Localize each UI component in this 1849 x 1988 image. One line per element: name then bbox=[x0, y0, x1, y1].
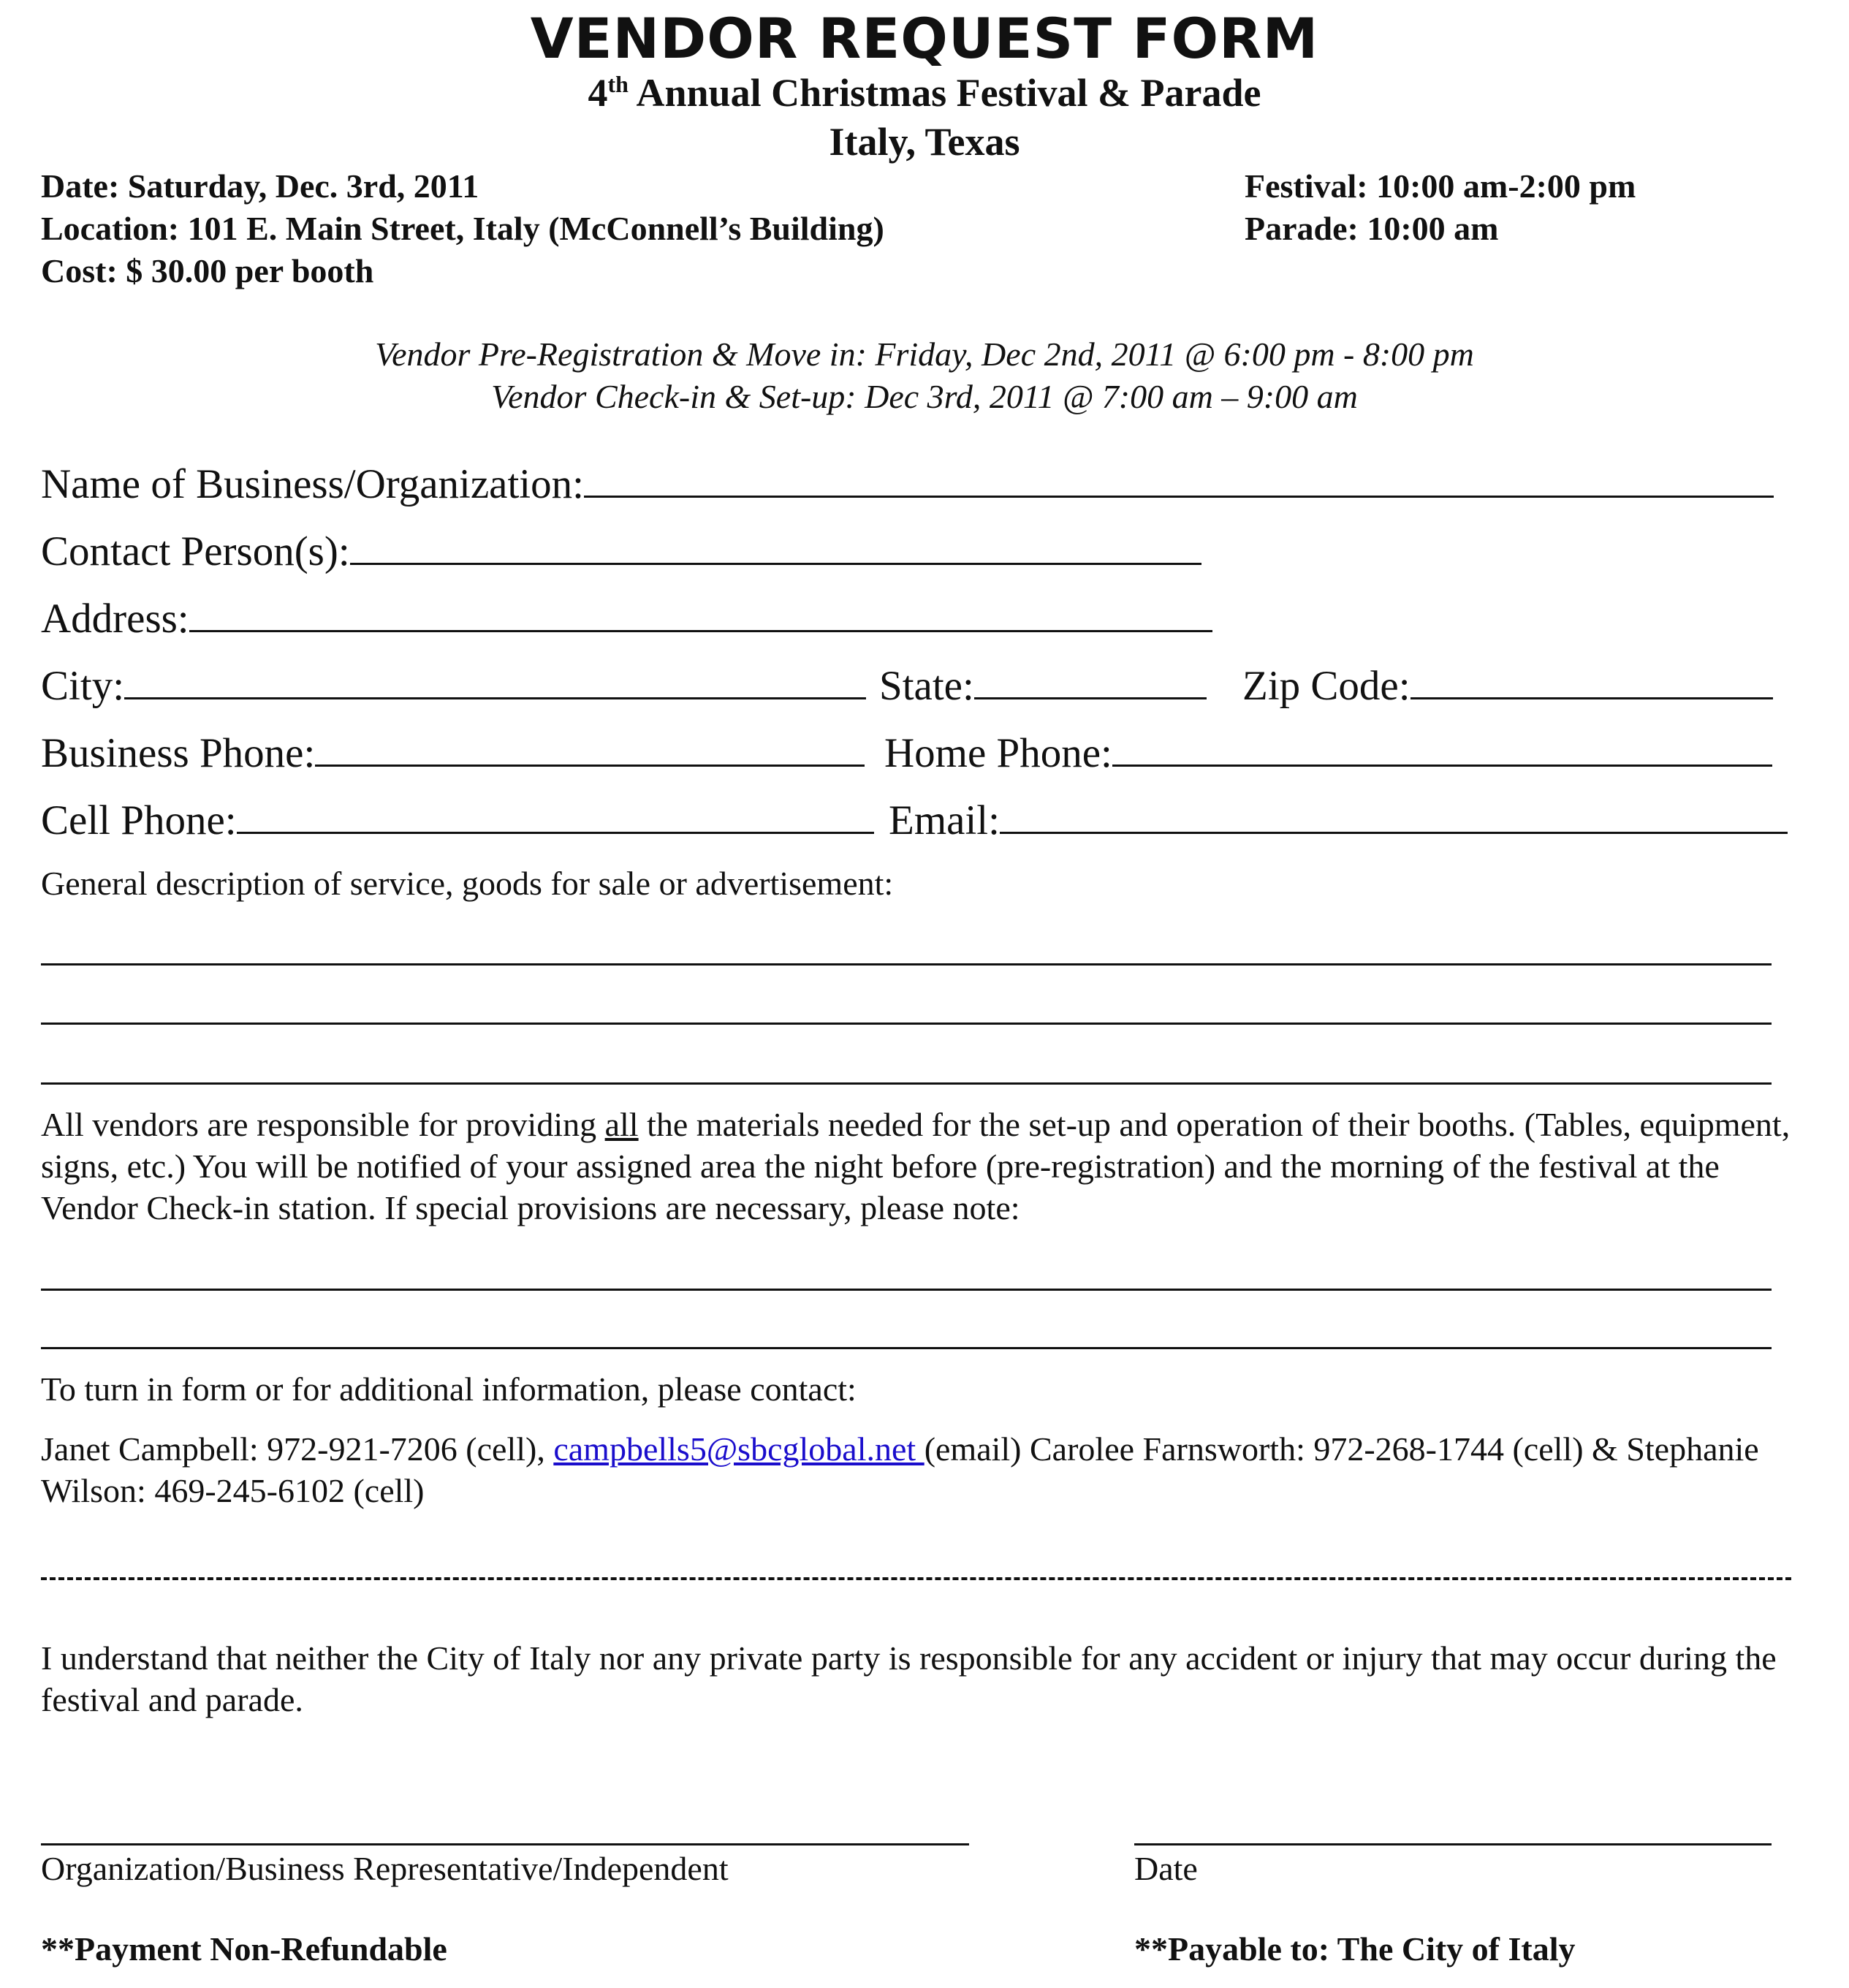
materials-emphasis: all bbox=[604, 1106, 639, 1143]
date-line[interactable] bbox=[1134, 1843, 1772, 1845]
materials-text-rest: the materials needed for the set-up and operation of their booths. (Tables, equipment, signs, etc.) You will be notified of your assigned area the night before (pre-registration) and the morning of the festival at the Vendor Check-in station. If special provisions are necessary, please note: bbox=[41, 1106, 1791, 1226]
contact-others: (email) Carolee Farnsworth: 972-268-1744 (cell) & Stephanie Wilson: 469-245-6102 (cell) bbox=[41, 1430, 1759, 1509]
event-location: Italy, Texas bbox=[829, 120, 1020, 164]
city-field[interactable] bbox=[41, 662, 866, 710]
address-field[interactable] bbox=[41, 595, 1212, 642]
date-label: Date bbox=[1134, 1850, 1198, 1887]
email-label: Email: bbox=[889, 797, 1000, 843]
contact-person-blank[interactable] bbox=[350, 560, 1201, 565]
state-field[interactable] bbox=[879, 662, 1207, 710]
payable-to: **Payable to: The City of Italy bbox=[1134, 1930, 1576, 1968]
zip-blank[interactable] bbox=[1411, 694, 1773, 699]
email-link[interactable]: campbells5@sbcglobal.net bbox=[553, 1430, 924, 1468]
event-address: Location: 101 E. Main Street, Italy (McConnell’s Building) bbox=[41, 210, 884, 247]
materials-text-start: All vendors are responsible for providing bbox=[41, 1106, 605, 1143]
cell-phone-label: Cell Phone: bbox=[41, 797, 237, 843]
festival-hours: Festival: 10:00 am-2:00 pm bbox=[1245, 167, 1636, 205]
home-phone-field[interactable] bbox=[884, 729, 1772, 777]
contact-janet: Janet Campbell: 972-921-7206 (cell), bbox=[41, 1430, 554, 1468]
state-label: State: bbox=[879, 663, 974, 709]
liability-waiver: I understand that neither the City of Italy nor any private party is responsible for any accident or injury that may occur during the festival and parade. bbox=[41, 1639, 1777, 1718]
business-name-label: Name of Business/Organization: bbox=[41, 461, 584, 507]
contact-person-label: Contact Person(s): bbox=[41, 528, 350, 574]
event-ordinal-suffix: th bbox=[607, 71, 629, 97]
parade-time: Parade: 10:00 am bbox=[1245, 210, 1499, 247]
event-date: Date: Saturday, Dec. 3rd, 2011 bbox=[41, 167, 479, 205]
event-ordinal: 4 bbox=[588, 71, 608, 115]
business-phone-field[interactable] bbox=[41, 729, 865, 777]
provisions-line-1[interactable] bbox=[41, 1289, 1772, 1291]
city-blank[interactable] bbox=[124, 694, 866, 699]
zip-field[interactable] bbox=[1242, 662, 1773, 710]
cell-phone-field[interactable] bbox=[41, 797, 874, 844]
checkin-schedule: Vendor Check-in & Set-up: Dec 3rd, 2011 @ 7:00 am – 9:00 am bbox=[491, 378, 1358, 415]
description-line-1[interactable] bbox=[41, 963, 1772, 965]
home-phone-label: Home Phone: bbox=[884, 730, 1112, 776]
cut-line-divider bbox=[41, 1577, 1791, 1580]
business-phone-blank[interactable] bbox=[315, 762, 865, 767]
address-label: Address: bbox=[41, 596, 189, 642]
description-line-3[interactable] bbox=[41, 1082, 1772, 1085]
provisions-line-2[interactable] bbox=[41, 1347, 1772, 1349]
email-field[interactable] bbox=[889, 797, 1788, 844]
city-label: City: bbox=[41, 663, 125, 709]
business-name-blank[interactable] bbox=[584, 493, 1774, 498]
business-phone-label: Business Phone: bbox=[41, 730, 316, 776]
address-blank[interactable] bbox=[189, 627, 1212, 632]
event-title: Annual Christmas Festival & Parade bbox=[636, 71, 1261, 115]
description-line-2[interactable] bbox=[41, 1023, 1772, 1025]
email-blank[interactable] bbox=[1000, 829, 1788, 834]
description-label: General description of service, goods for sale or advertisement: bbox=[41, 865, 894, 902]
zip-label: Zip Code: bbox=[1242, 663, 1411, 709]
booth-cost: Cost: $ 30.00 per booth bbox=[41, 252, 374, 289]
contact-details bbox=[41, 1428, 1795, 1511]
form-title: VENDOR REQUEST FORM bbox=[530, 6, 1319, 71]
contact-intro: To turn in form or for additional information, please contact: bbox=[41, 1370, 857, 1408]
home-phone-blank[interactable] bbox=[1112, 762, 1772, 767]
payment-note: **Payment Non-Refundable bbox=[41, 1930, 447, 1968]
representative-label: Organization/Business Representative/Independent bbox=[41, 1850, 729, 1887]
preregistration-schedule: Vendor Pre-Registration & Move in: Friday, Dec 2nd, 2011 @ 6:00 pm - 8:00 pm bbox=[375, 335, 1474, 373]
signature-line[interactable] bbox=[41, 1843, 969, 1845]
event-name bbox=[0, 70, 1849, 115]
business-name-field[interactable] bbox=[41, 460, 1774, 508]
contact-person-field[interactable] bbox=[41, 528, 1201, 575]
materials-paragraph bbox=[41, 1104, 1795, 1229]
cell-phone-blank[interactable] bbox=[237, 829, 874, 834]
state-blank[interactable] bbox=[974, 694, 1207, 699]
